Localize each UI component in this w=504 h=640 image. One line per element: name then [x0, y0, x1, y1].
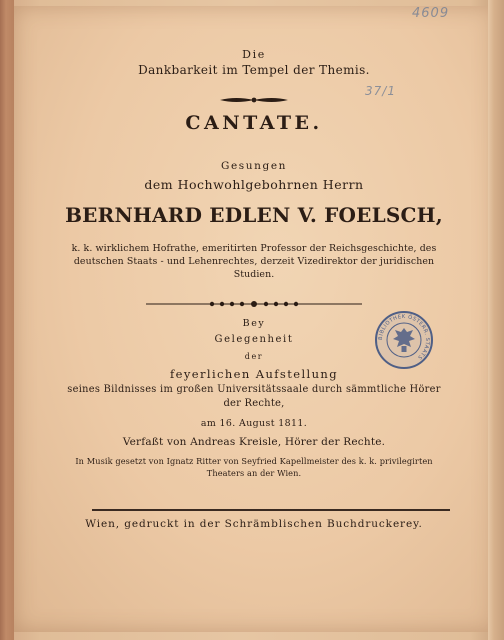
gelegenheit-line: Gelegenheit	[214, 334, 294, 345]
bildnis-line-2: der Rechte,	[223, 398, 285, 409]
dedicatee-description-3: Studien.	[233, 269, 275, 280]
music-line-1: In Musik gesetzt von Ignatz Ritter von Seyfried Kapellmeister des k. k. privilegirten	[75, 456, 433, 466]
dedicatee-description-2: deutschen Staats - und Lehenrechtes, derzeit Vizedirektor der juridischen	[73, 256, 435, 267]
handwritten-shelf-mark: 37/1	[365, 84, 396, 98]
ornament-top	[14, 90, 494, 109]
library-stamp	[374, 310, 434, 370]
library-stamp-text: BIBLIOTHEK ÖSTERR. STAATS	[377, 313, 431, 361]
author-line: Verfaßt von Andreas Kreisle, Hörer der Rechte.	[122, 436, 386, 448]
handwritten-number: 4609	[412, 6, 450, 21]
dedicatee-name: BERNHARD EDLEN V. FOELSCH,	[65, 203, 443, 227]
library-stamp-icon	[374, 310, 434, 370]
bildnis-line-1: seines Bildnisses im großen Universitätssaale durch sämmtliche Hörer	[67, 384, 441, 395]
ornament-top-icon	[218, 95, 290, 105]
feyerlichen-line: feyerlichen Aufstellung	[170, 367, 338, 381]
gesungen-line: Gesungen	[220, 160, 287, 172]
imprint-rule	[92, 509, 450, 511]
binding-edge	[0, 0, 14, 640]
header-dankbarkeit: Dankbarkeit im Tempel der Themis.	[138, 63, 370, 77]
music-line-2: Theaters an der Wien.	[206, 468, 302, 478]
date-line: am 16. August 1811.	[200, 418, 308, 429]
ornament-middle-icon	[146, 299, 362, 309]
page-title: CANTATE.	[185, 112, 323, 134]
bey-line: Bey	[242, 318, 266, 329]
imprint-line: Wien, gedruckt in der Schrämblischen Buchdruckerey.	[85, 518, 423, 530]
dedicatee-description-1: k. k. wirklichem Hofrathe, emeritirten Professor der Reichsgeschichte, des	[71, 243, 437, 254]
dedication-line: dem Hochwohlgebohrnen Herrn	[144, 177, 364, 192]
der-line: der	[244, 352, 264, 361]
header-line-die: Die	[242, 48, 266, 61]
